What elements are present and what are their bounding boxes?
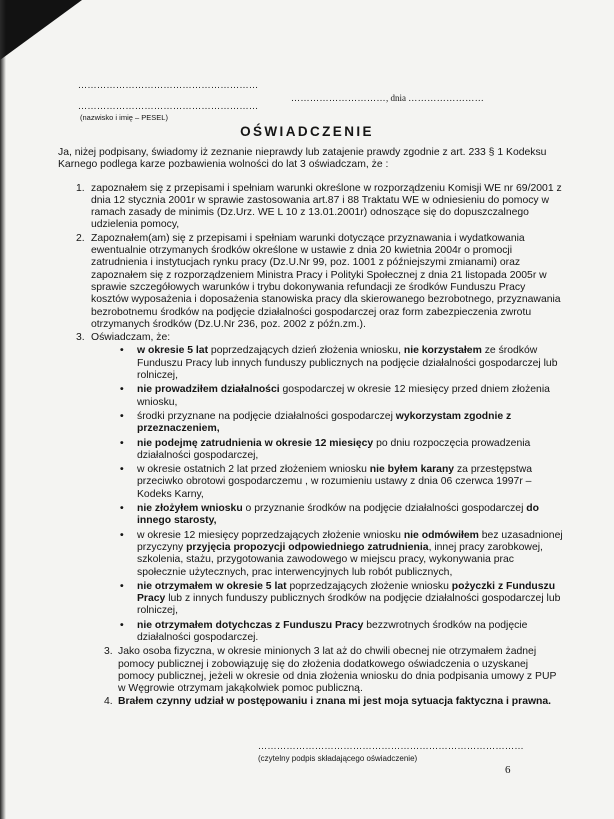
- bullet-icon: •: [120, 464, 124, 476]
- bullet-icon: •: [120, 619, 124, 631]
- item-text: Zapoznałem(am) się z przepisami i spełniam warunki dotyczące przyznawania i wydatkowania ewentualnie otrzymanych środków określone w ustawie z dnia 20 kwietnia 2004r o promocji zatrudnienia i instytucjach rynku pracy (Dz.U.Nr 99, poz. 1001 z późniejszymi zmianami) oraz zapoznałem się z rozporządzeniem Ministra Pracy i Polityki Społecznej z dnia 21 listopada 2005r w sprawie szczegółowych warunków i trybu dokonywania refundacji ze środków Funduszu Pracy kosztów wyposażenia i doposażenia stanowiska pracy dla skierowanego bezrobotnego, przyznawania bezrobotnemu środków na podjęcie działalności gospodarczej oraz form zabezpieczenia zwrotu otrzymanych środków (Dz.U.Nr 236, poz. 2002 z późn.zm.).: [91, 232, 561, 330]
- bullet-icon: •: [120, 529, 124, 541]
- bullet-item-7: • w okresie 12 miesięcy poprzedzających złożenie wniosku nie odmówiłem bez uzasadnionej przyczyny przyjęcia propozycji odpowiedniego zatrudnienia, innej pracy zarobkowej, szkolenia, stażu, przygotowania zawodowego w miejscu pracy, wykonywania prac społecznie użytecznych, prac interwencyjnych lub robót publicznych,: [120, 529, 563, 578]
- scan-edge-shadow: [0, 0, 6, 819]
- bullet-item-6: • nie złożyłem wniosku o przyznanie środków na podjęcie działalności gospodarczej do innego starosty,: [120, 503, 539, 527]
- item-number: 3.: [76, 332, 85, 344]
- declaration-bullets: [58, 345, 563, 644]
- list-item-3: [58, 332, 563, 344]
- name-pesel-label: (nazwisko i imię – PESEL): [80, 113, 168, 122]
- bullet-item-1: • w okresie 5 lat poprzedzających dzień złożenia wniosku, nie korzystałem ze środków Funduszu Pracy lub innych funduszy publicznych na podjęcie działalności gospodarczej lub rolniczej,: [120, 345, 558, 382]
- item-text: Oświadczam, że:: [91, 332, 171, 344]
- item-text: zapoznałem się z przepisami i spełniam warunki określone w rozporządzeniu Komisji WE nr 69/2001 z dnia 12 stycznia 2001r w sprawie zastosowania art.87 i 88 Traktatu WE w odniesieniu do pomocy w ramach zasady de minimis (Dz.Urz. WE L 10 z 13.01.2001r) odnoszące się do dopuszczalnego udzielenia pomocy,: [91, 182, 562, 231]
- bullet-item-9: • nie otrzymałem dotychczas z Funduszu Pracy bezzwrotnych środków na podjęcie działalności gospodarczej.: [120, 619, 528, 643]
- item-number: 4.: [104, 696, 113, 708]
- item-text: Jako osoba fizyczna, w okresie minionych 3 lat aż do chwili obecnej nie otrzymałem żadnej pomocy publicznej i zobowiązuję się do złożenia dodatkowego oświadczenia o uzyskanej pomocy publicznej, jeżeli w okresie od dnia złożenia wniosku do dnia podpisania umowy z PUP w Węgrowie otrzymam jakąkolwiek pomoc publiczną.: [118, 646, 557, 695]
- bullet-icon: •: [120, 345, 124, 357]
- bullet-icon: •: [120, 384, 124, 396]
- bullet-item-3: • środki przyznane na podjęcie działalności gospodarczej wykorzystam zgodnie z przeznaczeniem,: [120, 410, 512, 435]
- list-item-1: [58, 183, 563, 232]
- declaration-body: [58, 147, 563, 710]
- signature-line: …………………………………………………………………………: [258, 741, 524, 751]
- name-dots-line-2: …………………………………………………: [78, 101, 259, 111]
- name-dots-line-1: …………………………………………………: [78, 80, 259, 90]
- date-dots: ……………………: [408, 93, 485, 103]
- place-date-line: [291, 93, 484, 103]
- list-item-5: [58, 696, 563, 708]
- item-number: 3.: [104, 646, 113, 658]
- bullet-item-4: • nie podejmę zatrudnienia w okresie 12 miesięcy po dniu rozpoczęcia prowadzenia działalności gospodarczej,: [120, 437, 531, 461]
- list-item-2: [58, 233, 563, 331]
- bullet-item-5: • w okresie ostatnich 2 lat przed złożeniem wniosku nie byłem karany za przestępstwa przeciwko obrotowi gospodarczemu , w rozumieniu ustawy z dnia 06 czerwca 1997r – Kodeks Karny,: [120, 464, 533, 500]
- bullet-item-2: • nie prowadziłem działalności gospodarczej w okresie 12 miesięcy przed dniem złożenia wniosku,: [120, 384, 550, 408]
- date-label: , dnia: [386, 93, 406, 103]
- intro-paragraph: Ja, niżej podpisany, świadomy iż zeznanie nieprawdy lub zatajenie prawdy zgodnie z art. 233 § 1 Kodeksu Karnego podlega karze pozbawienia wolności do lat 3 oświadczam, że :: [58, 147, 547, 171]
- bullet-icon: •: [120, 410, 124, 422]
- item-text: Brałem czynny udział w postępowaniu i znana mi jest moja sytuacja faktyczna i prawna.: [118, 696, 552, 708]
- item-number: 1.: [76, 182, 85, 194]
- place-dots: …………………………: [291, 93, 386, 103]
- bullet-item-8: • nie otrzymałem w okresie 5 lat poprzedzających złożenie wniosku pożyczki z Funduszu Pracy lub z innych funduszy publicznych środków na podjęcie działalności gospodarczej lub rolniczej,: [120, 580, 561, 617]
- document-title: OŚWIADCZENIE: [240, 124, 374, 139]
- bullet-icon: •: [120, 437, 124, 449]
- page-number: 6: [505, 764, 511, 776]
- scan-corner-shadow: [0, 0, 82, 60]
- signature-label: (czytelny podpis składającego oświadczenie): [258, 754, 418, 763]
- item-number: 2.: [76, 232, 85, 244]
- bullet-icon: •: [120, 580, 124, 592]
- list-item-4: [58, 646, 563, 695]
- bullet-icon: •: [120, 503, 124, 515]
